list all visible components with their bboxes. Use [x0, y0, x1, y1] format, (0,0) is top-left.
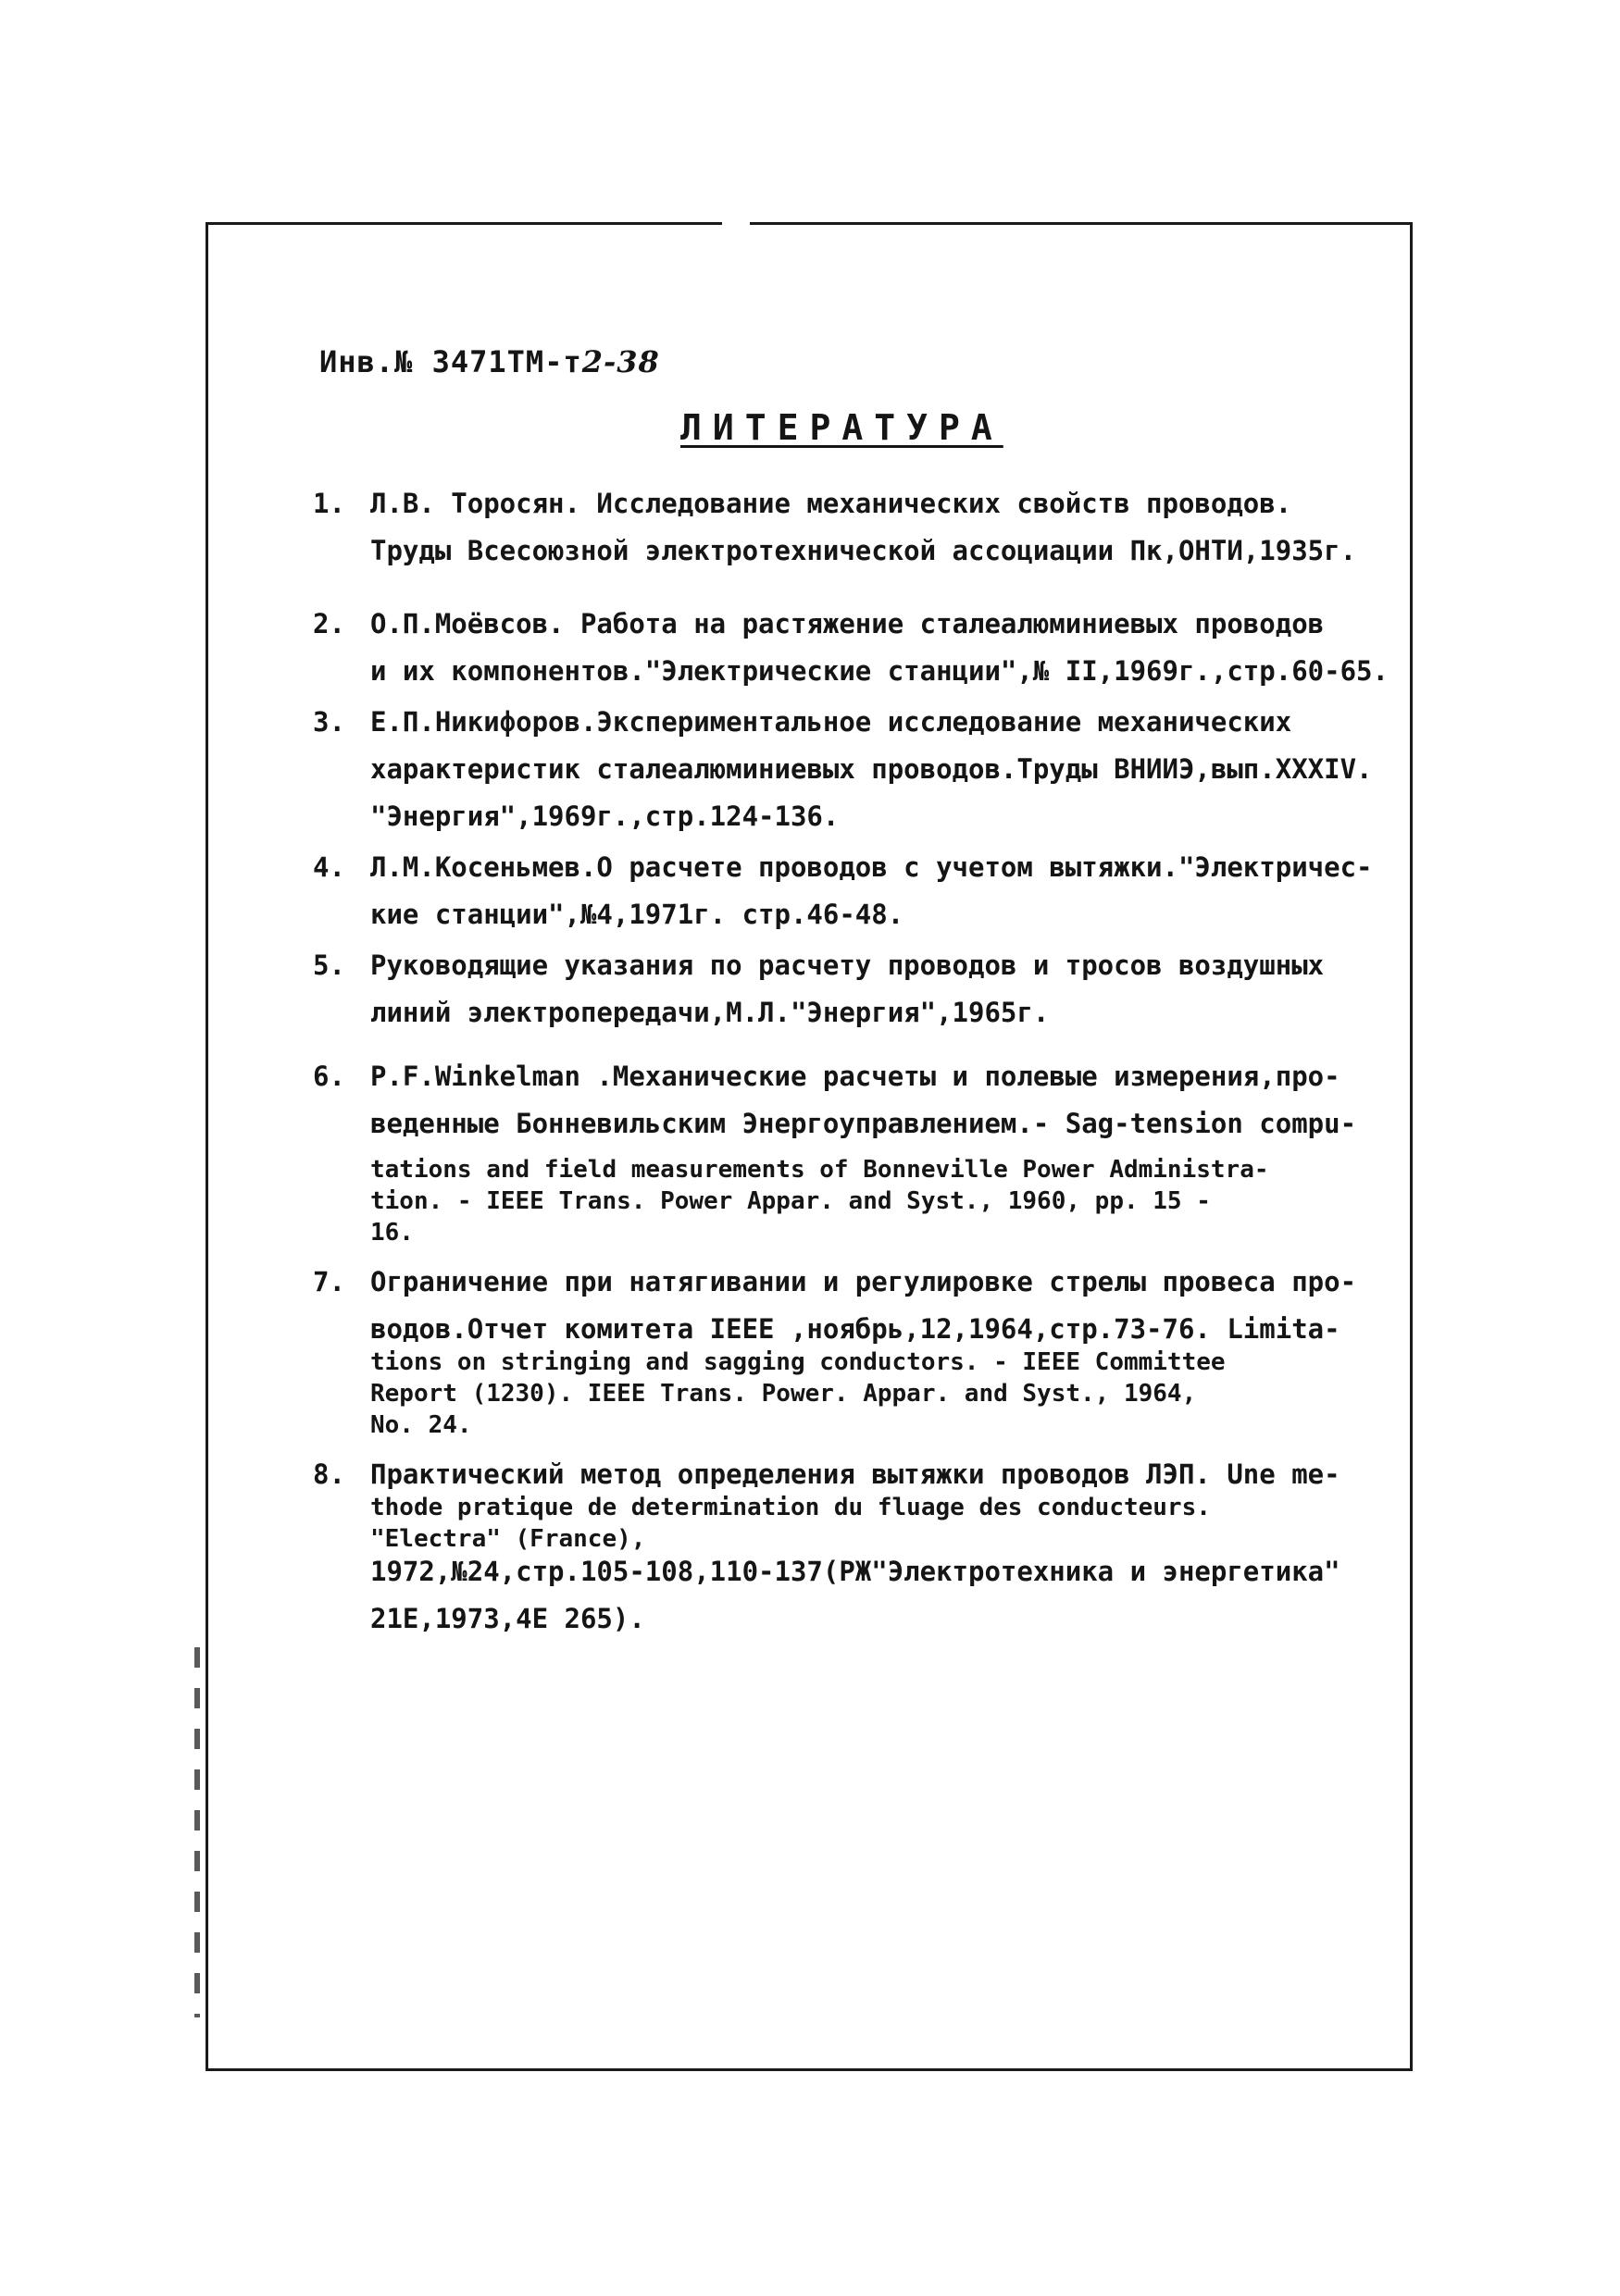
- reference-line: характеристик сталеалюминиевых проводов.Труды ВНИИЭ,вып.XXXIV.: [370, 753, 1373, 785]
- reference-line-english: tion. - IEEE Trans. Power Appar. and Syst., 1960, pp. 15 -: [370, 1187, 1211, 1215]
- reference-line: кие станции",№4,1971г. стр.46-48.: [370, 899, 904, 930]
- inventory-number-handwritten: 2-38: [581, 344, 660, 379]
- reference-line-english: tions on stringing and sagging conductors. - IEEE Committee: [370, 1348, 1226, 1376]
- inventory-number-typed: Инв.№ 3471ТМ-т: [319, 344, 582, 379]
- reference-item: [313, 1458, 1419, 1634]
- reference-number: 2.: [313, 608, 345, 639]
- reference-line-english: 16.: [370, 1219, 414, 1247]
- reference-line: Е.П.Никифоров.Экспериментальное исследование механических: [370, 706, 1292, 738]
- reference-line: и их компонентов."Электрические станции",№ II,1969г.,стр.60-65.: [370, 655, 1389, 687]
- reference-line: Ограничение при натягивании и регулировке стрелы провеса про-: [370, 1266, 1357, 1297]
- reference-number: 6.: [313, 1061, 345, 1092]
- reference-list: [313, 490, 1419, 1657]
- reference-item: [313, 490, 1419, 565]
- reference-number: 3.: [313, 706, 345, 738]
- reference-item: [313, 1063, 1419, 1245]
- inventory-number: [319, 344, 660, 379]
- reference-line: линий электропередачи,М.Л."Энергия",1965г.: [370, 997, 1050, 1028]
- reference-line: "Энергия",1969г.,стр.124-136.: [370, 800, 840, 832]
- reference-line: Л.В. Торосян. Исследование механических свойств проводов.: [370, 488, 1292, 519]
- reference-number: 1.: [313, 488, 345, 519]
- reference-line-english: thode pratique de determination du fluage des conducteurs.: [370, 1494, 1211, 1521]
- reference-line: Практический метод определения вытяжки проводов ЛЭП. Une me-: [370, 1458, 1340, 1490]
- page-title: ЛИТЕРАТУРА: [680, 407, 1003, 448]
- reference-line: веденные Бонневильским Энергоуправлением.- Sag-tension compu-: [370, 1108, 1357, 1139]
- reference-line: 21Е,1973,4Е 265).: [370, 1603, 645, 1634]
- reference-line: Руководящие указания по расчету проводов и тросов воздушных: [370, 949, 1325, 981]
- reference-line: О.П.Моёвсов. Работа на растяжение сталеалюминиевых проводов: [370, 608, 1325, 639]
- reference-number: 5.: [313, 949, 345, 981]
- reference-line-english: No. 24.: [370, 1411, 472, 1439]
- reference-item: [313, 1266, 1419, 1439]
- reference-line: 1972,№24,стр.105-108,110-137(РЖ"Электротехника и энергетика": [370, 1556, 1340, 1587]
- reference-item: [313, 851, 1419, 930]
- reference-item: [313, 706, 1419, 832]
- reference-line-english: tations and field measurements of Bonneville Power Administra-: [370, 1156, 1269, 1184]
- margin-binding-marks: [194, 1647, 200, 2017]
- reference-line-english: Report (1230). IEEE Trans. Power. Appar. and Syst., 1964,: [370, 1380, 1197, 1408]
- reference-item: [313, 949, 1419, 1028]
- reference-number: 4.: [313, 851, 345, 883]
- reference-number: 8.: [313, 1458, 345, 1490]
- reference-line: P.F.Winkelman .Механические расчеты и полевые измерения,про-: [370, 1061, 1340, 1092]
- reference-line: Л.М.Косеньмев.О расчете проводов с учетом вытяжки."Электричес-: [370, 851, 1373, 883]
- reference-number: 7.: [313, 1266, 345, 1297]
- frame-gap: [722, 218, 750, 228]
- reference-line: Труды Всесоюзной электротехнической ассоциации Пк,ОНТИ,1935г.: [370, 535, 1357, 566]
- reference-line-english: "Electra" (France),: [370, 1525, 646, 1553]
- reference-line: водов.Отчет комитета IEEE ,ноябрь,12,1964,стр.73-76. Limita-: [370, 1313, 1340, 1345]
- reference-item: [313, 608, 1419, 687]
